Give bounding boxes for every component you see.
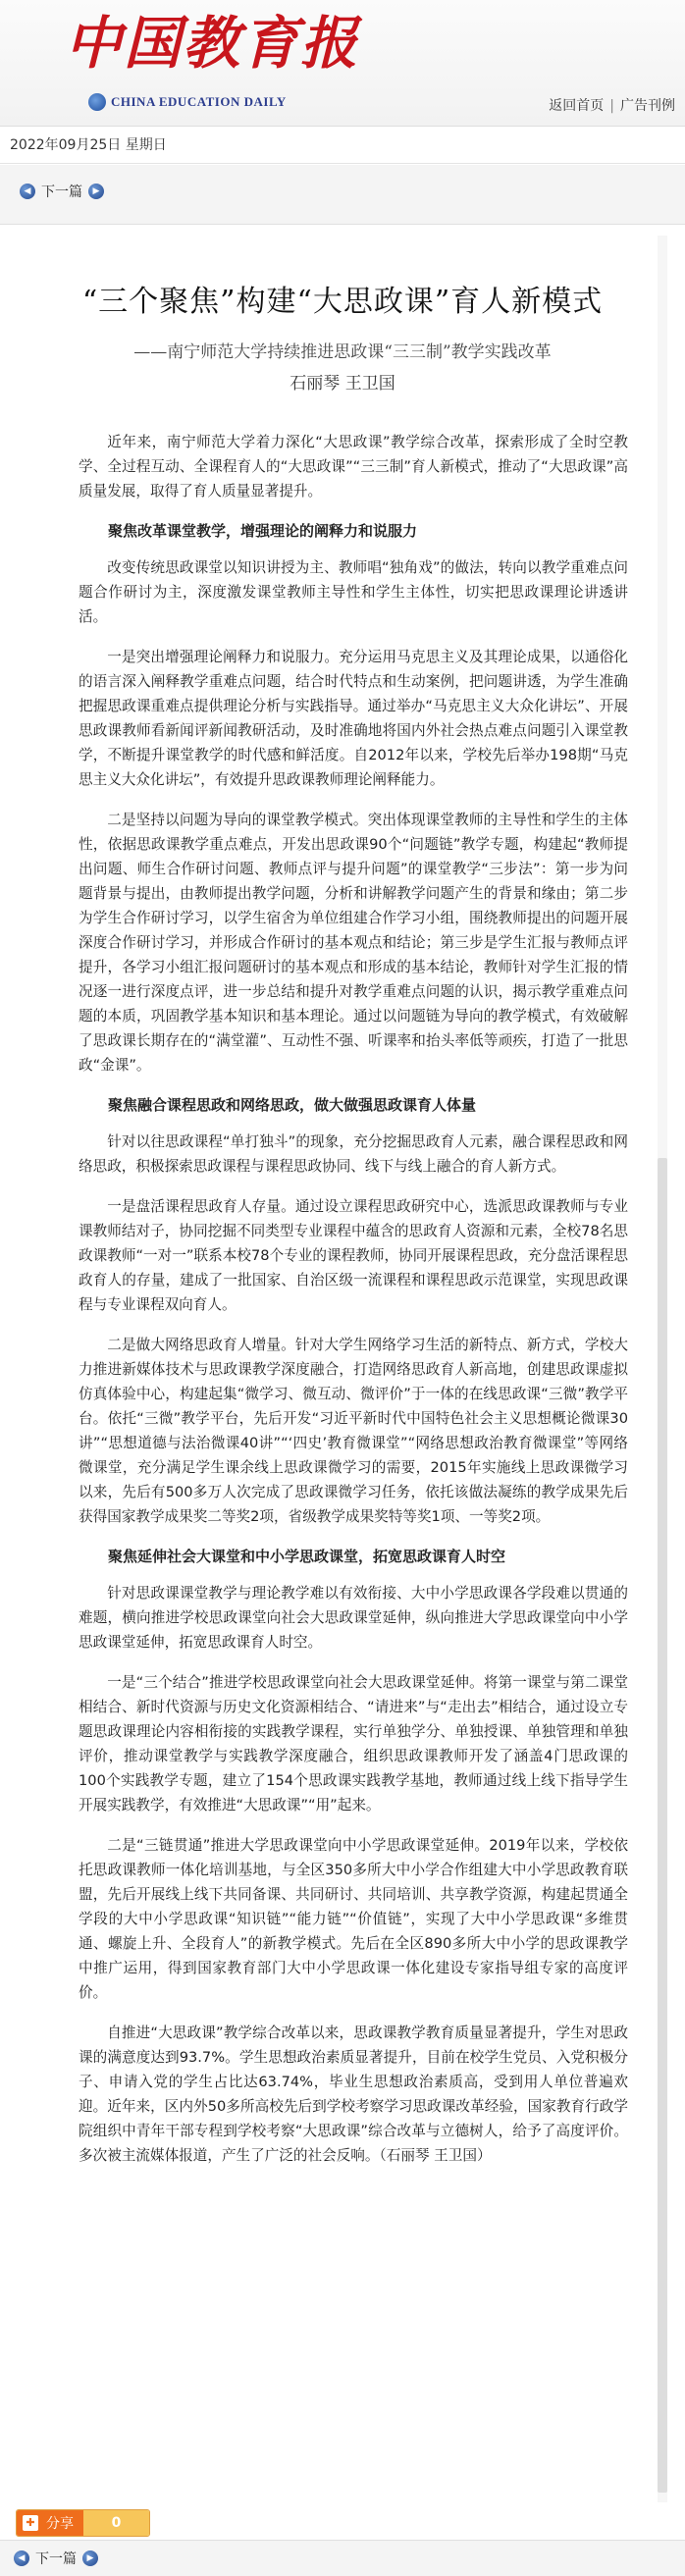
paragraph: 针对思政课课堂教学与理论教学难以有效衔接、大中小学思政课各学段难以贯通的难题，横向推进学校思政课堂向社会大思政课堂延伸，纵向推进大学思政课堂向中小学思政课堂延伸，拓宽思政课育人时空。 xyxy=(79,1585,628,1651)
date-bar: 2022年09月25日 星期日 xyxy=(0,127,685,164)
next-article-label: 下一篇 xyxy=(35,2551,77,2567)
arrow-right-icon: ▶ xyxy=(82,2550,98,2566)
paragraph: 一是突出增强理论阐释力和说服力。充分运用马克思主义及其理论成果，以通俗化的语言深入阐释教学重难点问题，结合时代特点和生动案例，把问题讲透，为学生准确把握思政课重难点提供理论分析与实践指导。通过举办“马克思主义大众化讲坛”、开展思政课教师看新闻评新闻教研活动，及时准确地将国内外社会热点难点问题引入课堂教学，不断提升课堂教学的时代感和鲜活度。自2012年以来，学校先后举办198期“马克思主义大众化讲坛”，有效提升思政课教师理论阐释能力。 xyxy=(79,649,628,788)
paragraph: 一是盘活课程思政育人存量。通过设立课程思政研究中心，选派思政课教师与专业课教师结对子，协同挖掘不同类型专业课程中蕴含的思政育人资源和元素，全校78名思政课教师“一对一”联系本校78个专业的课程教师，协同开展课程思政，充分盘活课程思政育人的存量，建成了一批国家、自治区级一流课程和课程思政示范课堂，实现思政课程与专业课程双向育人。 xyxy=(79,1198,628,1313)
article-subtitle: ——南宁师范大学持续推进思政课“三三制”教学实践改革 xyxy=(133,342,552,362)
site-header xyxy=(0,0,685,127)
globe-icon xyxy=(88,93,106,111)
article-title: “三个聚焦”构建“大思政课”育人新模式 xyxy=(81,285,604,319)
ad-rates-link[interactable]: 广告刊例 xyxy=(620,98,675,114)
share-count: 0 xyxy=(83,2510,149,2536)
logo[interactable]: 中国教育报 xyxy=(65,10,360,77)
section-heading: 聚焦延伸社会大课堂和中小学思政课堂，拓宽思政课育人时空 xyxy=(108,1548,506,1565)
logo-english xyxy=(88,93,287,111)
article-nav-top xyxy=(0,165,685,225)
next-article-button[interactable] xyxy=(20,182,104,201)
arrow-left-icon: ◀ xyxy=(14,2550,29,2566)
paragraph: 二是坚持以问题为导向的课堂教学模式。突出体现课堂教师的主导性和学生的主体性，依据思政课教学重点难点，开发出思政课90个“问题链”教学专题，构建起“教师提出问题、师生合作研讨问题、教师点评与提升问题”的课堂教学“三步法”：第一步为问题背景与提出，由教师提出教学问题，分析和讲解教学问题产生的背景和缘由；第二步为学生合作研讨学习，以学生宿舍为单位组建合作学习小组，围绕教师提出的问题开展深度合作研讨学习，并形成合作研讨的基本观点和结论；第三步是学生汇报与教师点评提升，各学习小组汇报问题研讨的基本观点和形成的基本结论，教师针对学生汇报的情况逐一进行深度点评，进一步总结和提升对教学重难点问题的认识，揭示教学重难点问题的本质，巩固教学基本知识和基本理论。通过以问题链为导向的教学模式，有效破解了思政课长期存在的“满堂灌”、互动性不强、听课率和抬头率低等顽疾，打造了一批思政“金课”。 xyxy=(79,812,628,1074)
share-widget xyxy=(16,2509,150,2537)
paragraph: 改变传统思政课堂以知识讲授为主、教师唱“独角戏”的做法，转向以教学重难点问题合作研讨为主，深度激发课堂教师主导性和学生主体性，切实把思政课理论讲透讲活。 xyxy=(79,559,628,625)
share-button[interactable] xyxy=(17,2510,83,2536)
share-icon: ✚ xyxy=(23,2515,38,2531)
arrow-left-icon: ◀ xyxy=(20,184,35,199)
article-nav-bottom xyxy=(0,2540,685,2576)
next-article-button-bottom[interactable] xyxy=(14,2549,98,2568)
paragraph: 针对以往思政课程“单打独斗”的现象，充分挖掘思政育人元素，融合课程思政和网络思政，积极探索思政课程与课程思政协同、线下与线上融合的育人新方式。 xyxy=(79,1133,628,1175)
article-author: 石丽琴 王卫国 xyxy=(290,374,395,394)
home-link[interactable]: 返回首页 xyxy=(549,98,605,114)
link-separator: | xyxy=(609,98,614,114)
section-heading: 聚焦改革课堂教学，增强理论的阐释力和说服力 xyxy=(108,522,418,540)
logo-english-text: CHINA EDUCATION DAILY xyxy=(111,94,287,109)
lead-paragraph: 近年来，南宁师范大学着力深化“大思政课”教学综合改革，探索形成了全时空教学、全过程互动、全课程育人的“大思政课”“三三制”育人新模式，推动了“大思政课”高质量发展，取得了育人质量显著提升。 xyxy=(79,434,628,499)
paragraph: 二是“三链贯通”推进大学思政课堂向中小学思政课堂延伸。2019年以来，学校依托思政课教师一体化培训基地，与全区350多所大中小学合作组建大中小学思政教育联盟，先后开展线上线下共同备课、共同研讨、共同培训、共享教学资源，构建起贯通全学段的大中小学思政课“知识链”“能力链”“价值链”，实现了大中小学思政课“多维贯通、螺旋上升、全段育人”的新教学模式。先后在全区890多所大中小学的思政课教学中推广运用，得到国家教育部门大中小学思政课一体化建设专家指导组专家的高度评价。 xyxy=(79,1837,628,2001)
arrow-right-icon: ▶ xyxy=(88,184,104,199)
article-body xyxy=(79,430,628,2183)
paragraph: 自推进“大思政课”教学综合改革以来，思政课教学教育质量显著提升，学生对思政课的满意度达到93.7%。学生思想政治素质显著提升，目前在校学生党员、入党积极分子、申请入党的学生占比达63.74%，毕业生思想政治素质高，受到用人单位普遍欢迎。近年来，区内外50多所高校先后到学校考察学习思政课改革经验，国家教育行政学院组织中青年干部专程到学校考察“大思政课”综合改革与立德树人，给予了高度评价。多次被主流媒体报道，产生了广泛的社会反响。（石丽琴 王卫国） xyxy=(79,2024,628,2164)
scrollbar-thumb[interactable] xyxy=(658,1158,667,2493)
paragraph: 一是“三个结合”推进学校思政课堂向社会大思政课堂延伸。将第一课堂与第二课堂相结合、新时代资源与历史文化资源相结合、“请进来”与“走出去”相结合，通过设立专题思政课理论内容相衔接的实践教学课程，实行单独学分、单独授课、单独管理和单独评价，推动课堂教学与实践教学深度融合，组织思政课教师开发了涵盖4门思政课的100个实践教学专题，建立了154个思政课实践教学基地，教师通过线上线下指导学生开展实践教学，有效推进“大思政课”“用”起来。 xyxy=(79,1674,628,1814)
paragraph: 二是做大网络思政育人增量。针对大学生网络学习生活的新特点、新方式，学校大力推进新媒体技术与思政课教学深度融合，打造网络思政育人新高地，创建思政课虚拟仿真体验中心，构建起集“微学习、微互动、微评价”于一体的在线思政课“三微”教学平台。依托“三微”教学平台，先后开发“习近平新时代中国特色社会主义思想概论微课30讲”“思想道德与法治微课40讲”“‘四史’教育微课堂”“网络思想政治教育微课堂”等网络微课堂，充分满足学生课余线上思政课微学习的需要，2015年实施线上思政课微学习以来，先后有500多万人次完成了思政课微学习任务，依托该做法凝练的教学成果先后获得国家教学成果奖二等奖2项，省级教学成果奖特等奖1项、一等奖2项。 xyxy=(79,1337,628,1525)
section-heading: 聚焦融合课程思政和网络思政，做大做强思政课育人体量 xyxy=(108,1096,477,1114)
next-article-label: 下一篇 xyxy=(41,184,82,200)
top-links xyxy=(549,95,675,115)
share-label: 分享 xyxy=(46,2516,74,2532)
